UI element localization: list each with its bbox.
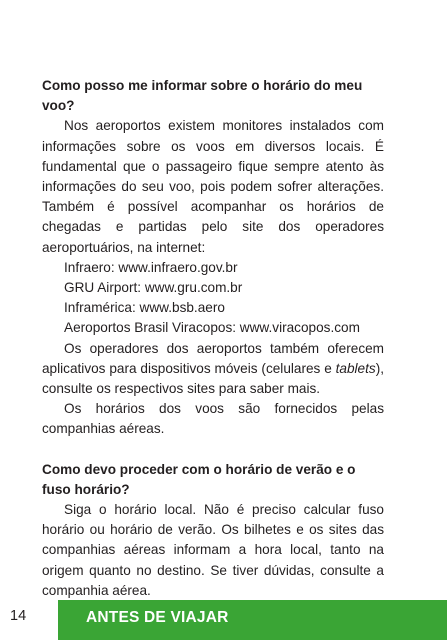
site-infraero: Infraero: www.infraero.gov.br: [64, 259, 238, 275]
page-content: [42, 76, 384, 601]
paragraph-mobile-apps-text-b: ), consulte os respectivos sites para saber mais.: [42, 360, 384, 397]
paragraph-airlines-provide: Os horários dos voos são fornecidos pelas companhias aéreas.: [42, 401, 384, 437]
question-daylight-saving: Como devo proceder com o horário de verão e o fuso horário?: [42, 461, 356, 497]
page-number: 14: [10, 608, 27, 624]
page-footer: [0, 600, 447, 640]
paragraph-local-time: Siga o horário local. Não é preciso calcular fuso horário ou horário de verão. Os bilhetes e os sites das companhias aéreas informam a hora local, tanto na origem quanto no destino. Se tiver dúvidas, consulte a companhia aérea.: [42, 502, 384, 598]
section-spacer: [42, 440, 384, 460]
paragraph-monitors: Nos aeroportos existem monitores instalados com informações sobre os voos em diversos locais. É fundamental que o passageiro fique sempre atento às informações do seu voo, pois podem sofrer alterações. Também é possível acompanhar os horários de chegadas e partidas pelo site dos operadores aeroportuários, na internet:: [42, 118, 384, 255]
site-gru-airport: GRU Airport: www.gru.com.br: [64, 280, 243, 296]
site-viracopos: Aeroportos Brasil Viracopos: www.viracopos.com: [64, 320, 360, 336]
paragraph-mobile-apps-text-a: Os operadores dos aeroportos também oferecem aplicativos para dispositivos móveis (celulares e: [42, 340, 384, 376]
site-inframerica: Inframérica: www.bsb.aero: [64, 300, 225, 316]
section-title: ANTES DE VIAJAR: [86, 609, 229, 626]
paragraph-mobile-apps: [42, 339, 384, 400]
footer-section-bar: [58, 600, 447, 640]
question-flight-schedule: Como posso me informar sobre o horário do meu voo?: [42, 78, 363, 114]
tablets-italic-text: tablets: [335, 360, 376, 376]
